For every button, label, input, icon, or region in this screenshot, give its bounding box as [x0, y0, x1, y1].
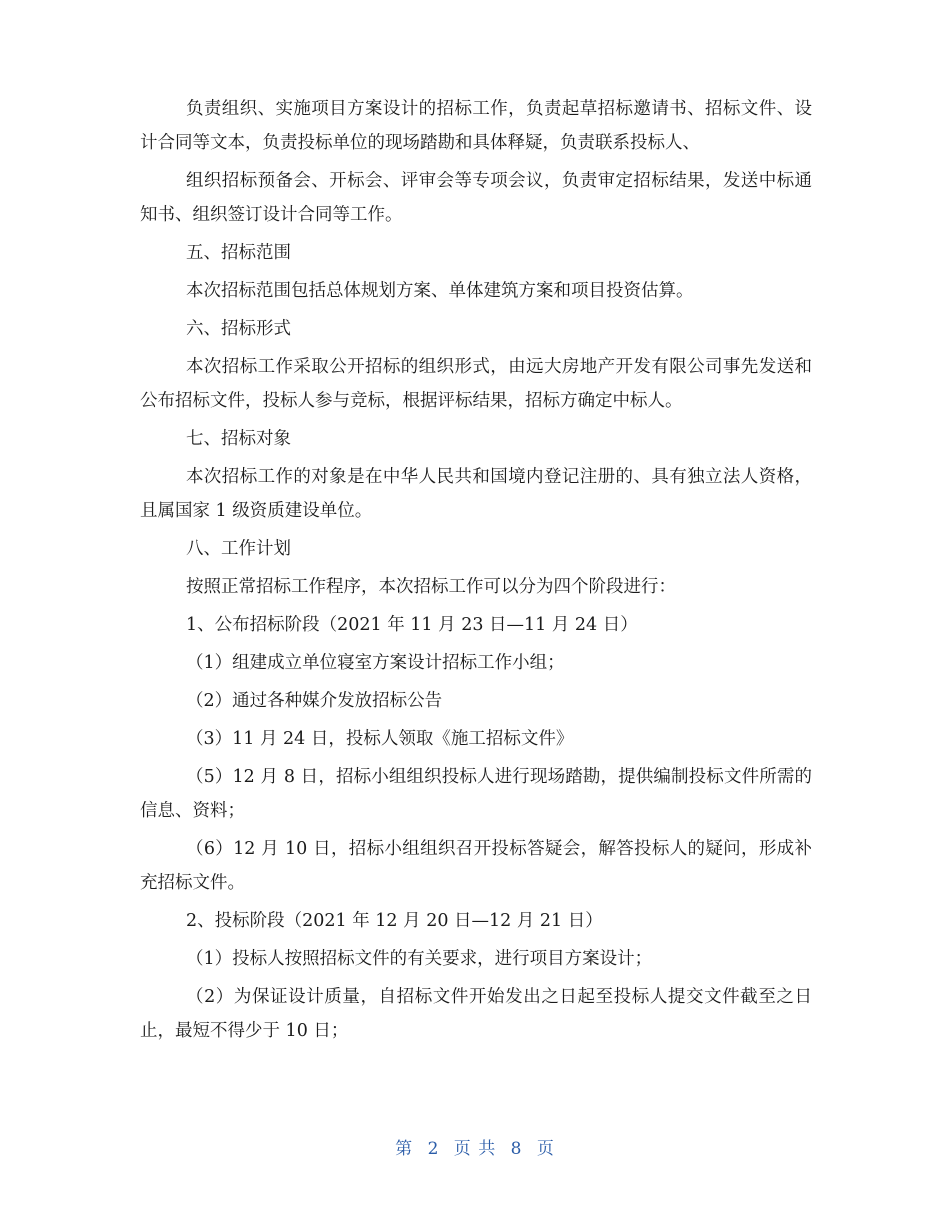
footer-prefix: 第	[395, 1139, 414, 1159]
paragraph-form: 本次招标工作采取公开招标的组织形式，由远大房地产开发有限公司事先发送和公布招标文件，投标人参与竞标，根据评标结果，招标方确定中标人。	[140, 357, 812, 411]
section-heading-scope: 五、招标范围	[186, 243, 291, 263]
list-item-publish-3: （3）11 月 24 日，投标人领取《施工招标文件》	[186, 729, 574, 749]
list-item-publish-6: （6）12 月 10 日，招标小组组织召开投标答疑会，解答投标人的疑问，形成补充招标文件。	[140, 839, 812, 893]
footer-middle: 页 共	[453, 1139, 497, 1159]
page-footer	[0, 1134, 950, 1159]
footer-page-number: 2	[427, 1139, 440, 1159]
list-item-bidding-1: （1）投标人按照招标文件的有关要求，进行项目方案设计；	[186, 949, 653, 969]
paragraph-scope: 本次招标范围包括总体规划方案、单体建筑方案和项目投资估算。	[186, 281, 694, 301]
section-heading-form: 六、招标形式	[186, 319, 291, 339]
list-item-publish-1: （1）组建成立单位寝室方案设计招标工作小组；	[186, 653, 565, 673]
list-item-bidding-2: （2）为保证设计质量，自招标文件开始发出之日起至投标人提交文件截至之日止，最短不得少于 10 日；	[140, 987, 812, 1041]
document-body	[140, 92, 812, 1052]
list-item-publish-5: （5）12 月 8 日，招标小组组织投标人进行现场踏勘，提供编制投标文件所需的信息、资料；	[140, 767, 812, 821]
stage-heading-bidding: 2、投标阶段（2021 年 12 月 20 日—12 月 21 日）	[186, 911, 603, 931]
list-item-publish-2: （2）通过各种媒介发放招标公告	[186, 691, 443, 711]
footer-suffix: 页	[536, 1139, 555, 1159]
paragraph-responsibilities-2: 组织招标预备会、开标会、评审会等专项会议，负责审定招标结果，发送中标通知书、组织签订设计合同等工作。	[140, 171, 812, 225]
paragraph-responsibilities-1: 负责组织、实施项目方案设计的招标工作，负责起草招标邀请书、招标文件、设计合同等文本，负责投标单位的现场踏勘和具体释疑，负责联系投标人、	[140, 99, 812, 153]
footer-total-pages: 8	[510, 1139, 523, 1159]
section-heading-target: 七、招标对象	[186, 429, 291, 449]
section-heading-plan: 八、工作计划	[186, 539, 291, 559]
stage-heading-publish: 1、公布招标阶段（2021 年 11 月 23 日—11 月 24 日）	[186, 615, 638, 635]
paragraph-plan-intro: 按照正常招标工作程序，本次招标工作可以分为四个阶段进行：	[186, 577, 676, 597]
paragraph-target: 本次招标工作的对象是在中华人民共和国境内登记注册的、具有独立法人资格，且属国家 1 级资质建设单位。	[140, 467, 812, 521]
